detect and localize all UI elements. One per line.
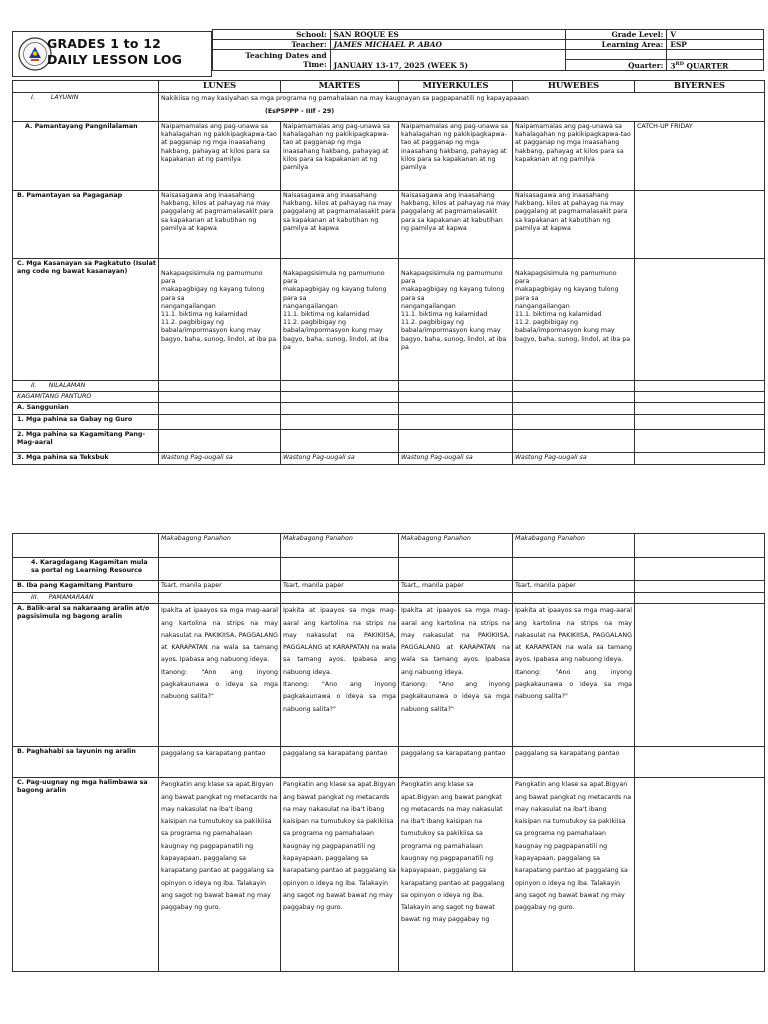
row-label-pag-uugnay: C. Pag-uugnay ng mga halimbawa sa bagong aralin: [13, 778, 159, 972]
pamantayan-sa-pagganap-thursday: Naisasagawa ang inaasahang hakbang, kilos at pahayag na may paggalang at pagmamalasakit para sa kapakanan at kabutihan ng pamilya at kapwa: [513, 191, 635, 259]
pamantayang-pangnilalaman-tuesday: Naipamamalas ang pag-unawa sa kahalagahan ng pakikipagkapwa-tao at pagganap ng mga inaasahang hakbang, pahayag at kilos para sa kapakanan at ng pamilya: [281, 122, 399, 191]
row-sanggunian: [13, 403, 765, 414]
grade-level-value: V: [667, 30, 764, 40]
header: [12, 29, 764, 77]
pamantayang-pangnilalaman-friday: CATCH-UP FRIDAY: [635, 122, 765, 191]
row-label-gabay-guro: 1. Mga pahina sa Gabay ng Guro: [13, 414, 159, 429]
teksbuk-friday: [635, 452, 765, 464]
teacher-value: JAMES MICHAEL P. ABAO: [330, 40, 565, 50]
blank-label: [565, 50, 667, 60]
row-label-sanggunian: A. Sanggunian: [13, 403, 159, 414]
day-header-friday: BIYERNES: [635, 81, 765, 93]
kagamitang-panturo-wednesday: [399, 392, 513, 403]
iba-pang-kagamitan-thursday: Tsart, manila paper: [513, 581, 635, 593]
row-paghahabi: [13, 747, 765, 778]
nilalaman-thursday: [513, 381, 635, 392]
row-kagamitang-mag-aaral: [13, 429, 765, 452]
grade-level-label: Grade Level:: [565, 30, 667, 40]
day-header-monday: LUNES: [159, 81, 281, 93]
row-teksbuk-cont: [13, 534, 765, 558]
pamamaraan-number: III.: [31, 594, 39, 601]
pamantayan-sa-pagganap-tuesday: Naisasagawa ang inaasahang hakbang, kilos at pahayag na may paggalang at pagmamalasakit para sa kapakanan at kabutihan ng pamilya at kapwa: [281, 191, 399, 259]
pamantayan-sa-pagganap-monday: Naisasagawa ang inaasahang hakbang, kilos at pahayag na may paggalang at pagmamalasakit para sa kapakanan at kabutihan ng pamilya at kapwa: [159, 191, 281, 259]
teksbuk-cont-thursday: Makabagong Panahon: [513, 534, 635, 558]
day-header-row: [13, 81, 765, 93]
row-kagamitang-panturo: [13, 392, 765, 403]
row-gabay-guro: [13, 414, 765, 429]
karagdagang-thursday: [513, 558, 635, 581]
learning-area-label: Learning Area:: [565, 40, 667, 50]
row-pamantayan-sa-pagganap: [13, 191, 765, 259]
pamamaraan-wednesday: [399, 593, 513, 604]
teaching-dates-label-line2: Time:: [303, 60, 327, 70]
row-label-layunin: [13, 93, 159, 122]
teksbuk-cont-tuesday: Makabagong Panahon: [281, 534, 399, 558]
layunin-code: (EsP5PPP - IIIf - 29): [265, 108, 335, 115]
iba-pang-kagamitan-wednesday: Tsart,, manila paper: [399, 581, 513, 593]
paghahabi-thursday: paggalang sa karapatang pantao: [513, 747, 635, 778]
pamantayang-pangnilalaman-wednesday: Naipamamalas ang pag-unawa sa kahalagahan ng pakikipagkapwa-tao at pagganap ng mga inaasahang hakbang, pahayag at kilos para sa kapakanan at ng pamilya: [399, 122, 513, 191]
gabay-guro-tuesday: [281, 414, 399, 429]
day-header-tuesday: MARTES: [281, 81, 399, 93]
gabay-guro-thursday: [513, 414, 635, 429]
layunin-objective-cell: [159, 93, 765, 122]
pamamaraan-thursday: [513, 593, 635, 604]
row-karagdagang: [13, 558, 765, 581]
kasanayan-friday: [635, 259, 765, 381]
row-label-pamamaraan: [13, 593, 159, 604]
kagamitang-panturo-thursday: [513, 392, 635, 403]
kasanayan-thursday: Nakapagsisimula ng pamumuno para makapagbigay ng kayang tulong para sa nangangailangan 11.1. biktima ng kalamidad 11.2. pagbibigay ng babala/impormasyon kung may bagyo, baha, sunog, lindol, at iba pa: [513, 259, 635, 381]
karagdagang-tuesday: [281, 558, 399, 581]
teksbuk-tuesday: Wastong Pag-uugali sa: [281, 452, 399, 464]
kagamitang-panturo-friday: [635, 392, 765, 403]
paghahabi-wednesday: paggalang sa karapatang pantao: [399, 747, 513, 778]
pamantayang-pangnilalaman-monday: Naipamamalas ang pag-unawa sa kahalagahan ng pakikipagkapwa-tao at pagganap ng mga inaasahang hakbang, pahayag at kilos para sa kapakanan at ng pamilya: [159, 122, 281, 191]
kagamitang-mag-aaral-wednesday: [399, 429, 513, 452]
row-iba-pang-kagamitan: [13, 581, 765, 593]
paghahabi-tuesday: paggalang sa karapatang pantao: [281, 747, 399, 778]
row-label-balik-aral: A. Balik-aral sa nakaraang aralin at/o pagsisimula ng bagong aralin: [13, 604, 159, 747]
row-label-nilalaman: [13, 381, 159, 392]
teksbuk-cont-wednesday: Makabagong Panahon: [399, 534, 513, 558]
pag-uugnay-thursday: Pangkatin ang klase sa apat.Bigyan ang bawat pangkat ng metacards na may nakasulat na iba't ibang kaisipan na tumutukoy sa pakikiisa sa programa ng pamahalaan kaugnay ng pagpapanatili ng kapayapaan, paggalang sa karapatang pantao at paggalang sa opinyon o ideya ng iba. Talakayin ang sagot ng bawat bawat ng may paggabay ng guro.: [513, 778, 635, 972]
info-table: [212, 29, 764, 71]
kagamitang-panturo-monday: [159, 392, 281, 403]
sanggunian-thursday: [513, 403, 635, 414]
pag-uugnay-friday: [635, 778, 765, 972]
balik-aral-monday: Ipakita at ipaayos sa mga mag-aaral ang kartolina na strips na may nakasulat na PAKIKIISA, PAGGALANG at KARAPATAN na wala sa tamang ayos. Ipabasa ang nabuong ideya. Itanong: "Ano ang inyong pagkakaunawa o ideya sa mga nabuong salita?": [159, 604, 281, 747]
nilalaman-wednesday: [399, 381, 513, 392]
row-layunin: [13, 93, 765, 122]
nilalaman-label: NILALAMAN: [48, 382, 86, 389]
row-teksbuk: [13, 452, 765, 464]
paghahabi-monday: paggalang sa karapatang pantao: [159, 747, 281, 778]
kasanayan-wednesday: Nakapagsisimula ng pamumuno para makapagbigay ng kayang tulong para sa nangangailangan 11.1. biktima ng kalamidad 11.2. pagbibigay ng babala/impormasyon kung may bagyo, baha, sunog, lindol, at iba pa: [399, 259, 513, 381]
teaching-dates-label-line1: Teaching Dates and: [245, 51, 327, 61]
row-label-kagamitang-panturo: KAGAMITANG PANTURO: [13, 392, 159, 403]
nilalaman-friday: [635, 381, 765, 392]
pamamaraan-tuesday: [281, 593, 399, 604]
sanggunian-monday: [159, 403, 281, 414]
teaching-dates-label: [213, 50, 331, 71]
school-label: School:: [213, 30, 331, 40]
pamantayang-pangnilalaman-thursday: Naipamamalas ang pag-unawa sa kahalagahan ng pakikipagkapwa-tao at pagganap ng mga inaasahang hakbang, pahayag at kilos para sa kapakanan at ng pamilya: [513, 122, 635, 191]
karagdagang-friday: [635, 558, 765, 581]
pamantayan-sa-pagganap-wednesday: Naisasagawa ang inaasahang hakbang, kilos at pahayag na may paggalang at pagmamalasakit para sa kapakanan at kabutihan ng pamilya at kapwa: [399, 191, 513, 259]
row-label-pamantayan-sa-pagganap: B. Pamantayan sa Pagaganap: [13, 191, 159, 259]
layunin-label: LAYUNIN: [50, 94, 79, 101]
quarter-suffix: RD: [675, 61, 684, 67]
pamamaraan-label: PAMAMARAAN: [48, 594, 94, 601]
row-nilalaman: [13, 381, 765, 392]
pag-uugnay-wednesday: Pangkatin ang klase sa apat.Bigyan ang bawat pangkat ng metacards na may nakasulat na iba't ibang kaisipan na tumutukoy sa pakikiisa sa programa ng pamahalaan kaugnay ng pagpapanatili ng kapayapaan, paggalang sa karapatang pantao at paggalang sa opinyon o ideya ng iba. Talakayin ang sagot ng bawat bawat ng may paggabay ng: [399, 778, 513, 972]
row-pag-uugnay: [13, 778, 765, 972]
row-kasanayan: [13, 259, 765, 381]
karagdagang-wednesday: [399, 558, 513, 581]
day-header-thursday: HUWEBES: [513, 81, 635, 93]
gabay-guro-friday: [635, 414, 765, 429]
quarter-value: [667, 60, 764, 71]
teksbuk-cont-friday: [635, 534, 765, 558]
teaching-dates-value: JANUARY 13-17, 2025 (WEEK 5): [330, 50, 565, 71]
brand-box: [12, 31, 212, 77]
teksbuk-thursday: Wastong Pag-uugali sa: [513, 452, 635, 464]
balik-aral-friday: [635, 604, 765, 747]
balik-aral-tuesday: Ipakita at ipaayos sa mga mag-aaral ang kartolina na strips na may nakasulat na PAKIKIISA, PAGGALANG at KARAPATAN na wala sa tamang ayos. Ipabasa ang nabuong ideya. Itanong: "Ano ang inyong pagkakaunawa o ideya sa mga nabuong salita?": [281, 604, 399, 747]
teksbuk-monday: Wastong Pag-uugali sa: [159, 452, 281, 464]
teacher-label: Teacher:: [213, 40, 331, 50]
kagamitang-mag-aaral-friday: [635, 429, 765, 452]
balik-aral-wednesday: Ipakita at ipaayos sa mga mag-aaral ang kartolina na strips na may nakasulat na PAKIKIISA, PAGGALANG at KARAPATAN na wala sa tamang ayos. Ipabasa ang nabuong ideya. Itanong: "Ano ang inyong pagkakaunawa o ideya sa mga nabuong salita?": [399, 604, 513, 747]
day-header-blank: [13, 81, 159, 93]
kasanayan-monday: Nakapagsisimula ng pamumuno para makapagbigay ng kayang tulong para sa nangangailangan 11.1. biktima ng kalamidad 11.2. pagbibigay ng babala/impormasyon kung may bagyo, baha, sunog, lindol, at iba pa: [159, 259, 281, 381]
school-value: SAN ROQUE ES: [330, 30, 565, 40]
row-label-kagamitang-mag-aaral: 2. Mga pahina sa Kagamitang Pang-Mag-aaral: [13, 429, 159, 452]
row-label-karagdagang: 4. Karagdagang Kagamitan mula sa portal ng Learning Resource: [13, 558, 159, 581]
pag-uugnay-tuesday: Pangkatin ang klase sa apat.Bigyan ang bawat pangkat ng metacards na may nakasulat na iba't ibang kaisipan na tumutukoy sa pakikiisa sa programa ng pamahalaan kaugnay ng pagpapanatili ng kapayapaan, paggalang sa karapatang pantao at paggalang sa opinyon o ideya ng iba. Talakayin ang sagot ng bawat bawat ng may paggabay ng guro.: [281, 778, 399, 972]
row-label-kasanayan: C. Mga Kasanayan sa Pagkatuto (Isulat ang code ng bawat kasanayan): [13, 259, 159, 381]
row-label-pamantayang-pangnilalaman: A. Pamantayang Pangnilalaman: [13, 122, 159, 191]
gabay-guro-wednesday: [399, 414, 513, 429]
sanggunian-friday: [635, 403, 765, 414]
brand-title-line1: GRADES 1 to 12: [47, 36, 161, 51]
gabay-guro-monday: [159, 414, 281, 429]
teksbuk-wednesday: Wastong Pag-uugali sa: [399, 452, 513, 464]
nilalaman-tuesday: [281, 381, 399, 392]
layunin-number: I.: [31, 94, 35, 101]
pamamaraan-friday: [635, 593, 765, 604]
lesson-log-table-1: [12, 80, 765, 465]
pamamaraan-monday: [159, 593, 281, 604]
iba-pang-kagamitan-tuesday: Tsart, manila paper: [281, 581, 399, 593]
kagamitang-mag-aaral-monday: [159, 429, 281, 452]
balik-aral-thursday: Ipakita at ipaayos sa mga mag-aaral ang kartolina na strips na may nakasulat na PAKIKIISA, PAGGALANG at KARAPATAN na wala sa tamang ayos. Ipabasa ang nabuong ideya. Itanong: "Ano ang inyong pagkakaunawa o ideya sa mga nabuong salita?": [513, 604, 635, 747]
iba-pang-kagamitan-friday: [635, 581, 765, 593]
layunin-objective-text: Nakikiisa ng may kasiyahan sa mga programa ng pamahalaan na may kaugnayan sa pagpapanatili ng kapayapaaan: [161, 95, 529, 102]
sanggunian-tuesday: [281, 403, 399, 414]
nilalaman-number: II.: [31, 382, 37, 389]
kagamitang-mag-aaral-thursday: [513, 429, 635, 452]
teksbuk-cont-label: [13, 534, 159, 558]
paghahabi-friday: [635, 747, 765, 778]
pag-uugnay-monday: Pangkatin ang klase sa apat.Bigyan ang bawat pangkat ng metacards na may nakasulat na iba't ibang kaisipan na tumutukoy sa pakikiisa sa programa ng pamahalaan kaugnay ng pagpapanatili ng kapayapaan, paggalang sa karapatang pantao at paggalang sa opinyon o ideya ng iba. Talakayin ang sagot ng bawat bawat ng may paggabay ng guro.: [159, 778, 281, 972]
lesson-log-table-2: [12, 533, 765, 972]
row-pamamaraan: [13, 593, 765, 604]
karagdagang-monday: [159, 558, 281, 581]
kagamitang-panturo-tuesday: [281, 392, 399, 403]
quarter-number: 3: [670, 61, 676, 71]
nilalaman-monday: [159, 381, 281, 392]
blank-value: [667, 50, 764, 60]
teksbuk-cont-monday: Makabagong Panahon: [159, 534, 281, 558]
row-balik-aral: [13, 604, 765, 747]
sanggunian-wednesday: [399, 403, 513, 414]
row-pamantayang-pangnilalaman: [13, 122, 765, 191]
iba-pang-kagamitan-monday: Tsart, manila paper: [159, 581, 281, 593]
learning-area-value: ESP: [667, 40, 764, 50]
brand-title-line2: DAILY LESSON LOG: [47, 52, 183, 67]
row-label-teksbuk: 3. Mga pahina sa Teksbuk: [13, 452, 159, 464]
quarter-word: QUARTER: [683, 61, 729, 71]
kagamitang-mag-aaral-tuesday: [281, 429, 399, 452]
quarter-label: Quarter:: [565, 60, 667, 71]
kasanayan-tuesday: Nakapagsisimula ng pamumuno para makapagbigay ng kayang tulong para sa nangangailangan 11.1. biktima ng kalamidad 11.2. pagbibigay ng babala/impormasyon kung may bagyo, baha, sunog, lindol, at iba pa: [281, 259, 399, 381]
day-header-wednesday: MIYERKULES: [399, 81, 513, 93]
pamantayan-sa-pagganap-friday: [635, 191, 765, 259]
row-label-iba-pang-kagamitan: B. Iba pang Kagamitang Panturo: [13, 581, 159, 593]
row-label-paghahabi: B. Paghahabi sa layunin ng aralin: [13, 747, 159, 778]
